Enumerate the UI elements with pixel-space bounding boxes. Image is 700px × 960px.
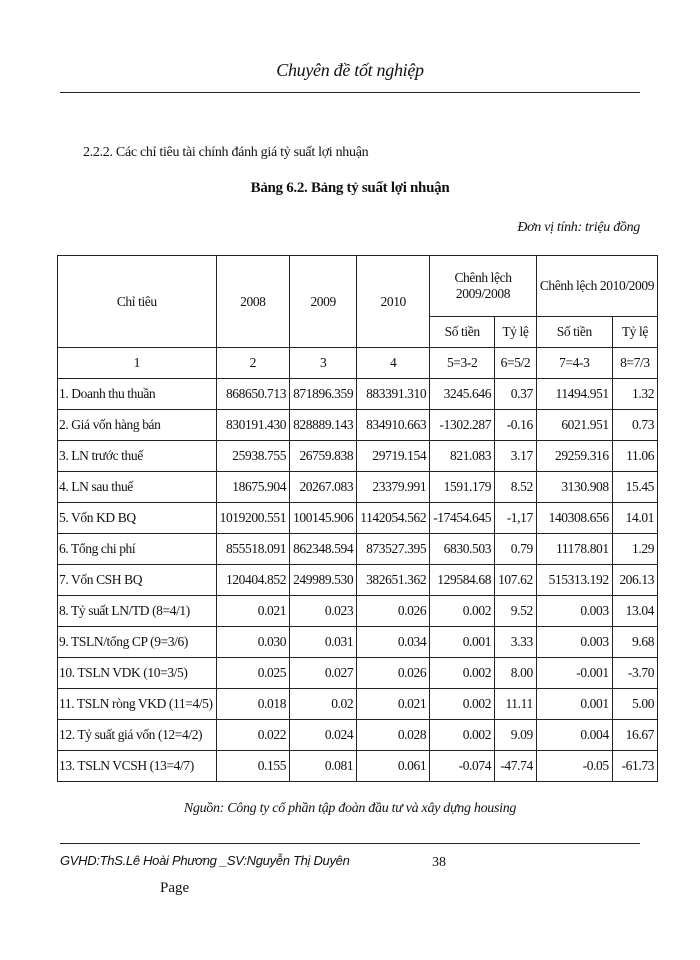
table-cell: 0.081 xyxy=(290,751,357,782)
index-cell: 6=5/2 xyxy=(495,348,537,379)
table-cell: 0.001 xyxy=(536,689,612,720)
row-label: 5. Vốn KD BQ xyxy=(58,503,217,534)
table-cell: 830191.430 xyxy=(216,410,289,441)
table-cell: 20267.083 xyxy=(290,472,357,503)
index-cell: 5=3-2 xyxy=(430,348,495,379)
table-cell: 6830.503 xyxy=(430,534,495,565)
row-label: 1. Doanh thu thuần xyxy=(58,379,217,410)
table-cell: 11494.951 xyxy=(536,379,612,410)
table-row xyxy=(58,503,658,534)
table-cell: 0.023 xyxy=(290,596,357,627)
table-cell: 140308.656 xyxy=(536,503,612,534)
footer-author: GVHD:ThS.Lê Hoài Phương _SV:Nguyễn Thị Duyên xyxy=(60,853,350,868)
table-cell: -0.001 xyxy=(536,658,612,689)
table-cell: 206.13 xyxy=(612,565,657,596)
table-cell: 0.028 xyxy=(357,720,430,751)
source-note: Nguồn: Công ty cổ phần tập đoàn đầu tư và xây dựng housing xyxy=(183,801,517,816)
table-cell: -3.70 xyxy=(612,658,657,689)
header-2010: 2010 xyxy=(357,256,430,348)
table-cell: 13.04 xyxy=(612,596,657,627)
table-cell: 3130.908 xyxy=(536,472,612,503)
table-cell: 23379.991 xyxy=(357,472,430,503)
header-diff-2009-2008: Chênh lệch 2009/2008 xyxy=(430,256,537,317)
table-cell: 120404.852 xyxy=(216,565,289,596)
table-cell: -47.74 xyxy=(495,751,537,782)
table-cell: 0.002 xyxy=(430,720,495,751)
header-ratio-a: Tỷ lệ xyxy=(495,317,537,348)
table-cell: -17454.645 xyxy=(430,503,495,534)
row-label: 4. LN sau thuế xyxy=(58,472,217,503)
table-cell: 0.002 xyxy=(430,658,495,689)
table-cell: 0.024 xyxy=(290,720,357,751)
table-cell: 5.00 xyxy=(612,689,657,720)
table-body xyxy=(58,348,658,782)
table-cell: 0.002 xyxy=(430,596,495,627)
table-cell: 1019200.551 xyxy=(216,503,289,534)
table-cell: 3245.646 xyxy=(430,379,495,410)
table-cell: 18675.904 xyxy=(216,472,289,503)
table-cell: 0.061 xyxy=(357,751,430,782)
row-label: 10. TSLN VDK (10=3/5) xyxy=(58,658,217,689)
table-cell: 11.11 xyxy=(495,689,537,720)
table-cell: 0.002 xyxy=(430,689,495,720)
section-heading: 2.2.2. Các chỉ tiêu tài chính đánh giá tỷ suất lợi nhuận xyxy=(83,145,369,160)
table-cell: 249989.530 xyxy=(290,565,357,596)
table-cell: 1142054.562 xyxy=(357,503,430,534)
table-cell: -0.074 xyxy=(430,751,495,782)
table-cell: 16.67 xyxy=(612,720,657,751)
row-label: 2. Giá vốn hàng bán xyxy=(58,410,217,441)
footer-divider xyxy=(60,843,640,844)
table-cell: 26759.838 xyxy=(290,441,357,472)
index-cell: 7=4-3 xyxy=(536,348,612,379)
table-cell: 14.01 xyxy=(612,503,657,534)
table-cell: 29719.154 xyxy=(357,441,430,472)
table-caption: Bảng 6.2. Bảng tỷ suất lợi nhuận xyxy=(250,180,450,196)
table-cell: 8.52 xyxy=(495,472,537,503)
table-row xyxy=(58,472,658,503)
table-cell: 873527.395 xyxy=(357,534,430,565)
table-cell: 0.025 xyxy=(216,658,289,689)
header-ratio-b: Tỷ lệ xyxy=(612,317,657,348)
row-label: 12. Tỷ suất giá vốn (12=4/2) xyxy=(58,720,217,751)
table-row xyxy=(58,565,658,596)
table-row xyxy=(58,596,658,627)
header-2009: 2009 xyxy=(290,256,357,348)
table-cell: 0.73 xyxy=(612,410,657,441)
table-index-row xyxy=(58,348,658,379)
table-cell: 1.32 xyxy=(612,379,657,410)
index-cell: 2 xyxy=(216,348,289,379)
table-cell: 0.034 xyxy=(357,627,430,658)
row-label: 6. Tổng chi phí xyxy=(58,534,217,565)
table-cell: 862348.594 xyxy=(290,534,357,565)
table-cell: 15.45 xyxy=(612,472,657,503)
header-amount-b: Số tiền xyxy=(536,317,612,348)
table-row xyxy=(58,534,658,565)
table-cell: 0.02 xyxy=(290,689,357,720)
table-cell: 868650.713 xyxy=(216,379,289,410)
footer-page-label: Page xyxy=(160,880,190,896)
table-cell: 3.17 xyxy=(495,441,537,472)
table-cell: 11.06 xyxy=(612,441,657,472)
table-cell: 0.030 xyxy=(216,627,289,658)
table-row xyxy=(58,720,658,751)
table-cell: 129584.68 xyxy=(430,565,495,596)
table-cell: 0.026 xyxy=(357,658,430,689)
table-row xyxy=(58,441,658,472)
header-divider xyxy=(60,92,640,93)
table-cell: 382651.362 xyxy=(357,565,430,596)
table-cell: 515313.192 xyxy=(536,565,612,596)
page-header-title: Chuyên đề tốt nghiệp xyxy=(276,60,424,80)
header-2008: 2008 xyxy=(216,256,289,348)
table-cell: 0.001 xyxy=(430,627,495,658)
unit-note: Đơn vị tính: triệu đồng xyxy=(517,220,640,235)
table-cell: 828889.143 xyxy=(290,410,357,441)
row-label: 3. LN trước thuế xyxy=(58,441,217,472)
table-row xyxy=(58,627,658,658)
table-cell: 855518.091 xyxy=(216,534,289,565)
table-row xyxy=(58,410,658,441)
table-cell: 0.027 xyxy=(290,658,357,689)
table-cell: 821.083 xyxy=(430,441,495,472)
table-cell: 883391.310 xyxy=(357,379,430,410)
header-amount-a: Số tiền xyxy=(430,317,495,348)
table-cell: 0.004 xyxy=(536,720,612,751)
footer-page-number: 38 xyxy=(432,855,446,870)
table-row xyxy=(58,379,658,410)
table-cell: 6021.951 xyxy=(536,410,612,441)
table-cell: 8.00 xyxy=(495,658,537,689)
index-cell: 1 xyxy=(58,348,217,379)
table-row xyxy=(58,658,658,689)
table-cell: -0.05 xyxy=(536,751,612,782)
table-cell: 1591.179 xyxy=(430,472,495,503)
table-header-row xyxy=(58,256,658,317)
table-cell: 0.018 xyxy=(216,689,289,720)
table-cell: -0.16 xyxy=(495,410,537,441)
table-cell: 25938.755 xyxy=(216,441,289,472)
table-cell: -1,17 xyxy=(495,503,537,534)
table-cell: 0.026 xyxy=(357,596,430,627)
index-cell: 4 xyxy=(357,348,430,379)
table-cell: 1.29 xyxy=(612,534,657,565)
row-label: 11. TSLN ròng VKD (11=4/5) xyxy=(58,689,217,720)
table-cell: 0.031 xyxy=(290,627,357,658)
table-cell: 11178.801 xyxy=(536,534,612,565)
table-cell: 9.52 xyxy=(495,596,537,627)
table-row xyxy=(58,689,658,720)
table-cell: -61.73 xyxy=(612,751,657,782)
table-cell: 0.021 xyxy=(357,689,430,720)
table-cell: 100145.906 xyxy=(290,503,357,534)
row-label: 7. Vốn CSH BQ xyxy=(58,565,217,596)
row-label: 13. TSLN VCSH (13=4/7) xyxy=(58,751,217,782)
row-label: 8. Tỷ suất LN/TD (8=4/1) xyxy=(58,596,217,627)
index-cell: 8=7/3 xyxy=(612,348,657,379)
table-cell: 0.155 xyxy=(216,751,289,782)
table-cell: 3.33 xyxy=(495,627,537,658)
header-indicator: Chỉ tiêu xyxy=(58,256,217,348)
table-cell: -1302.287 xyxy=(430,410,495,441)
table-row xyxy=(58,751,658,782)
table-cell: 871896.359 xyxy=(290,379,357,410)
profitability-table xyxy=(57,255,658,782)
index-cell: 3 xyxy=(290,348,357,379)
table-cell: 0.79 xyxy=(495,534,537,565)
header-diff-2010-2009: Chênh lệch 2010/2009 xyxy=(536,256,657,317)
table-cell: 834910.663 xyxy=(357,410,430,441)
table-cell: 0.003 xyxy=(536,627,612,658)
table-cell: 9.68 xyxy=(612,627,657,658)
table-cell: 0.021 xyxy=(216,596,289,627)
table-cell: 0.022 xyxy=(216,720,289,751)
table-cell: 0.37 xyxy=(495,379,537,410)
table-cell: 9.09 xyxy=(495,720,537,751)
table-cell: 0.003 xyxy=(536,596,612,627)
table-cell: 29259.316 xyxy=(536,441,612,472)
row-label: 9. TSLN/tổng CP (9=3/6) xyxy=(58,627,217,658)
table-cell: 107.62 xyxy=(495,565,537,596)
